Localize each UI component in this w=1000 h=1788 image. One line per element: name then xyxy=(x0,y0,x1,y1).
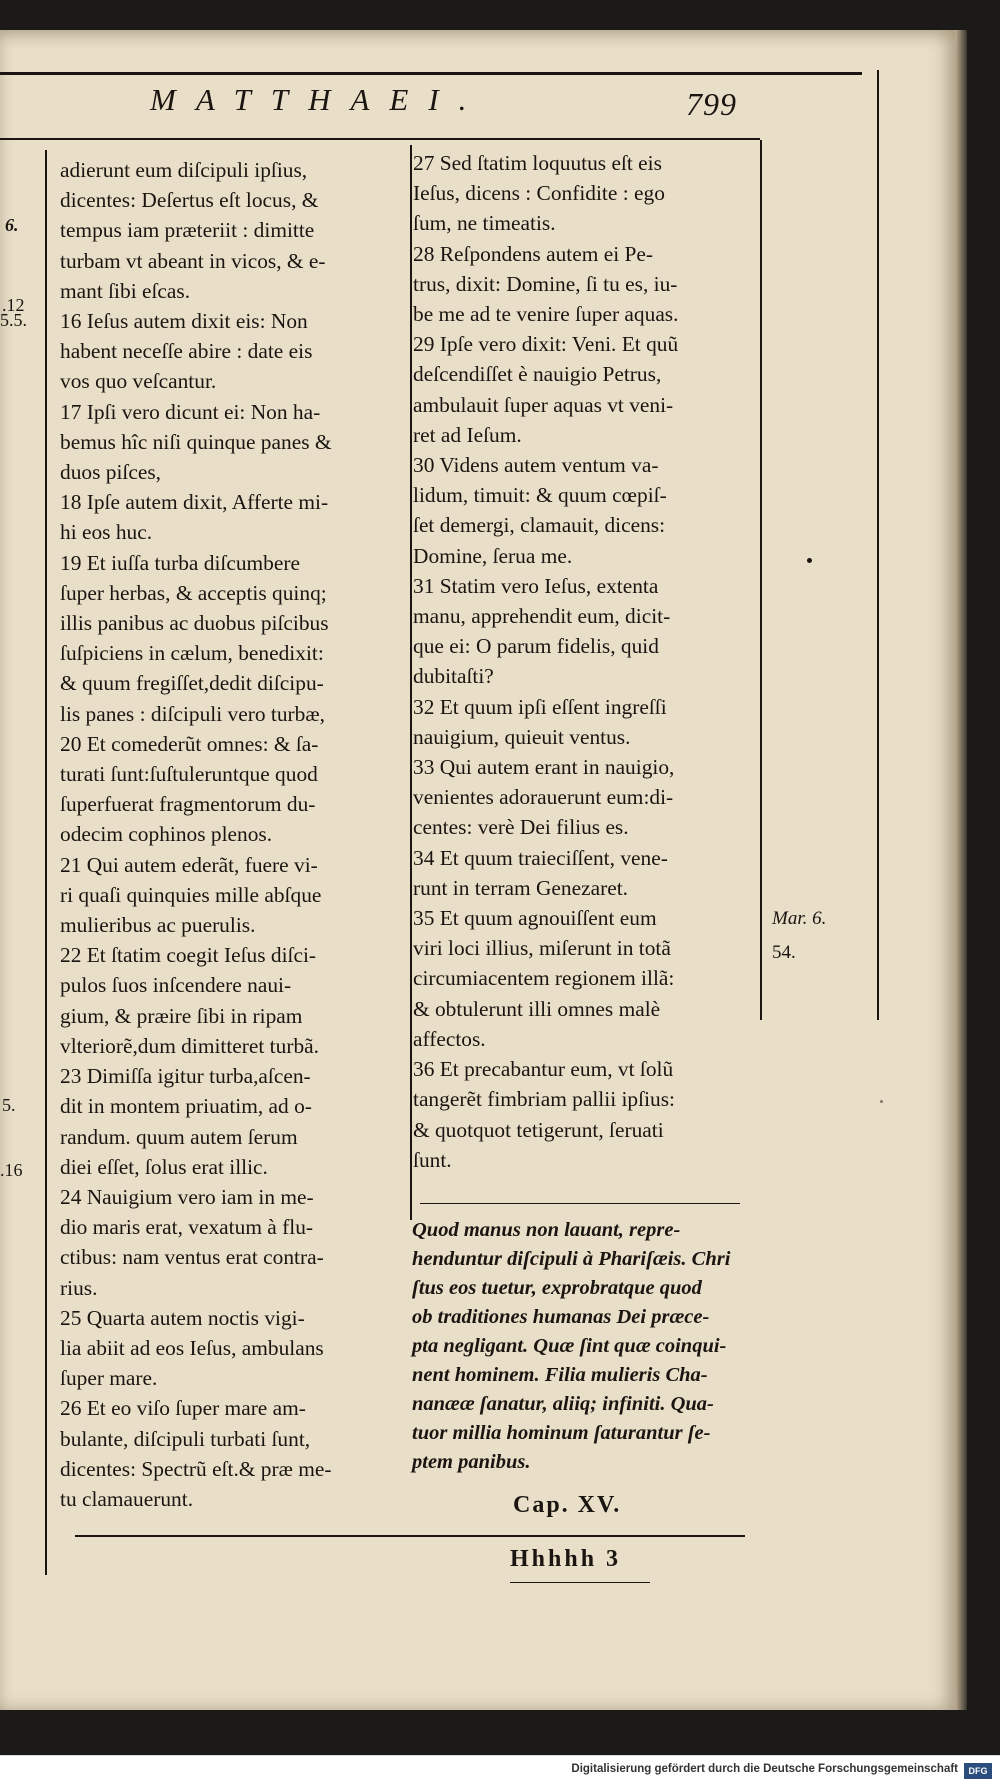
margin-fragment: 5. xyxy=(2,1095,16,1115)
text-line: 21 Qui autem ederãt, fuere vi- xyxy=(60,852,318,877)
text-line: 34 Et quum traieciſſent, vene- xyxy=(413,845,668,870)
text-line: viri loci illius, miſerunt in totã xyxy=(413,936,671,961)
summary-line: pta negligant. Quæ ſint quæ coinqui- xyxy=(412,1335,727,1357)
text-line: rius. xyxy=(60,1275,98,1300)
text-line: pulos ſuos inſcendere naui- xyxy=(60,973,292,998)
text-line: trus, dixit: Domine, ſi tu es, iu- xyxy=(413,271,678,296)
chapter-heading: Cap. XV. xyxy=(513,1492,622,1518)
header-underline xyxy=(0,138,760,140)
text-line: 18 Ipſe autem dixit, Afferte mi- xyxy=(60,490,329,515)
page-number: 799 xyxy=(686,86,737,122)
summary-line: henduntur diſcipuli à Phariſæis. Chri xyxy=(412,1248,731,1270)
summary-line: nanææ ſanatur, aliiq; infiniti. Qua- xyxy=(412,1393,714,1415)
text-line: ſuperfuerat fragmentorum du- xyxy=(60,792,316,817)
text-line: dit in montem priuatim, ad o- xyxy=(60,1094,312,1119)
running-head: MATTHAEI. xyxy=(150,82,487,117)
text-line: 29 Ipſe vero dixit: Veni. Et quũ xyxy=(413,332,679,357)
text-line: lis panes : diſcipuli vero turbæ, xyxy=(60,701,325,726)
margin-fragment: .12 xyxy=(2,295,25,315)
text-line: vos quo veſcantur. xyxy=(60,369,217,394)
text-line: ſuper herbas, & acceptis quinq; xyxy=(60,580,327,605)
margin-reference xyxy=(772,905,826,967)
text-line: que ei: O parum fidelis, quid xyxy=(413,634,659,659)
ink-speck xyxy=(880,1100,883,1103)
text-line: habent neceſſe abire : date eis xyxy=(60,339,313,364)
text-line: 30 Videns autem ventum va- xyxy=(413,453,659,478)
summary-line: Quod manus non lauant, repre- xyxy=(412,1219,681,1241)
margin-reference-line: Mar. 6. xyxy=(772,908,827,929)
footer-credit: Digitalisierung gefördert durch die Deutsche Forschungsgemeinschaft xyxy=(571,1763,958,1775)
signature-underline xyxy=(510,1582,650,1583)
text-line: lia abiit ad eos Ieſus, ambulans xyxy=(60,1335,324,1360)
text-line: 17 Ipſi vero dicunt ei: Non ha- xyxy=(60,399,321,424)
text-line: circumiacentem regionem illã: xyxy=(413,966,675,991)
text-line: dicentes: Spectrũ eſt.& præ me- xyxy=(60,1456,332,1481)
text-line: tempus iam prӕteriit : dimitte xyxy=(60,218,315,243)
text-line: ctibus: nam ventus erat contra- xyxy=(60,1245,324,1270)
text-line: Ieſus, dicens : Confidite : ego xyxy=(413,181,665,206)
text-line: odecim cophinos plenos. xyxy=(60,822,273,847)
text-line: illis panibus ac duobus piſcibus xyxy=(60,611,329,636)
text-line: 36 Et precabantur eum, vt ſolũ xyxy=(413,1057,674,1082)
text-line: 33 Qui autem erant in nauigio, xyxy=(413,755,675,780)
text-line: 23 Dimiſſa igitur turba,aſcen- xyxy=(60,1064,311,1089)
text-line: gium, & præire ſibi in ripam xyxy=(60,1003,303,1028)
text-line: deſcendiſſet è nauigio Petrus, xyxy=(413,362,662,387)
text-line: 32 Et quum ipſi eſſent ingreſſi xyxy=(413,694,667,719)
digitization-footer xyxy=(0,1755,1000,1788)
text-line: 28 Reſpondens autem ei Pe- xyxy=(413,241,653,266)
text-line: ambulauit ſuper aquas vt veni- xyxy=(413,392,674,417)
text-line: randum. quum autem ſerum xyxy=(60,1124,298,1149)
text-line: ſuſpiciens in cælum, benedixit: xyxy=(60,641,324,666)
text-line: bulante, diſcipuli turbati ſunt, xyxy=(60,1426,311,1451)
text-line: runt in terram Genezaret. xyxy=(413,875,628,900)
summary-line: tuor millia hominum ſaturantur ſe- xyxy=(412,1422,711,1444)
margin-fragment: .16 xyxy=(0,1160,23,1180)
margin-fragment: 6. xyxy=(5,215,19,235)
text-line: 24 Nauigium vero iam in me- xyxy=(60,1184,314,1209)
margin-reference-line: 54. xyxy=(772,942,796,963)
text-line: & obtulerunt illi omnes malè xyxy=(413,996,661,1021)
text-line: ſuper mare. xyxy=(60,1366,158,1391)
center-column-rule xyxy=(410,145,412,1220)
summary-line: ptem panibus. xyxy=(412,1451,531,1473)
text-line: 20 Et comederũt omnes: & ſa- xyxy=(60,731,319,756)
text-line: ſum, ne timeatis. xyxy=(413,211,556,236)
text-line: dubitaſti? xyxy=(413,664,494,689)
text-line: turati ſunt:ſuſtuleruntque quod xyxy=(60,762,318,787)
chapter-summary xyxy=(412,1216,762,1477)
text-line: manu, apprehendit eum, dicit- xyxy=(413,604,671,629)
text-line: 25 Quarta autem noctis vigi- xyxy=(60,1305,305,1330)
text-line: affectos. xyxy=(413,1026,486,1051)
text-line: 16 Ieſus autem dixit eis: Non xyxy=(60,309,308,334)
page-edge xyxy=(955,30,967,1710)
text-line: & quum fregiſſet,dedit diſcipu- xyxy=(60,671,324,696)
text-line: lidum, timuit: & quum cœpiſ- xyxy=(413,483,667,508)
text-line: & quotquot tetigerunt, ſeruati xyxy=(413,1117,664,1142)
text-line: centes: verè Dei filius es. xyxy=(413,815,629,840)
right-column-rule xyxy=(760,140,762,1020)
right-text-column xyxy=(413,148,758,1175)
text-line: 35 Et quum agnouiſſent eum xyxy=(413,906,657,931)
bottom-rule xyxy=(75,1535,745,1537)
text-line: tu clamauerunt. xyxy=(60,1486,194,1511)
text-line: ſunt. xyxy=(413,1147,452,1172)
text-line: Domine, ſerua me. xyxy=(413,543,573,568)
text-line: nauigium, quieuit ventus. xyxy=(413,724,631,749)
text-line: hi eos huc. xyxy=(60,520,153,545)
text-line: 26 Et eo viſo ſuper mare am- xyxy=(60,1396,306,1421)
summary-line: ob traditiones humanas Dei præce- xyxy=(412,1306,710,1328)
text-line: 22 Et ſtatim coegit Ieſus diſci- xyxy=(60,943,317,968)
text-line: 27 Sed ſtatim loquutus eſt eis xyxy=(413,151,662,175)
text-line: 31 Statim vero Ieſus, extenta xyxy=(413,573,659,598)
text-line: ri quaſi quinquies mille abſque xyxy=(60,882,322,907)
signature-mark: Hhhhh 3 xyxy=(510,1546,622,1572)
margin-fragment: 5.5. xyxy=(0,310,27,330)
text-line: mulieribus ac puerulis. xyxy=(60,913,256,938)
ink-speck xyxy=(807,558,812,563)
text-line: ſet demergi, clamauit, dicens: xyxy=(413,513,666,538)
text-line: mant ſibi eſcas. xyxy=(60,278,191,303)
text-line: adierunt eum diſcipuli ipſius, xyxy=(60,158,308,182)
text-line: dio maris erat, vexatum à flu- xyxy=(60,1215,314,1240)
text-line: tangerẽt fimbriam pallii ipſius: xyxy=(413,1087,675,1112)
text-line: diei eſſet, ſolus erat illic. xyxy=(60,1154,268,1179)
summary-line: nent hominem. Filia mulieris Cha- xyxy=(412,1364,708,1386)
text-line: vlteriorẽ,dum dimitteret turbã. xyxy=(60,1033,319,1058)
text-line: be me ad te venire ſuper aquas. xyxy=(413,302,679,327)
dfg-logo: DFG xyxy=(964,1763,992,1779)
text-line: turbam vt abeant in vicos, & e- xyxy=(60,248,326,273)
left-text-column xyxy=(60,155,410,1514)
text-line: 19 Et iuſſa turba diſcumbere xyxy=(60,550,300,575)
top-rule xyxy=(0,72,862,75)
text-line: duos piſces, xyxy=(60,460,161,485)
text-line: venientes adorauerunt eum:di- xyxy=(413,785,674,810)
left-column-rule xyxy=(45,150,47,1575)
summary-line: ſtus eos tuetur, exprobratque quod xyxy=(412,1277,702,1299)
summary-separator xyxy=(420,1203,740,1204)
outer-right-rule xyxy=(877,70,879,1020)
text-line: ret ad Ieſum. xyxy=(413,422,522,447)
text-line: bemus hîc niſi quinque panes & xyxy=(60,429,332,454)
text-line: dicentes: Deſertus eſt locus, & xyxy=(60,188,319,213)
